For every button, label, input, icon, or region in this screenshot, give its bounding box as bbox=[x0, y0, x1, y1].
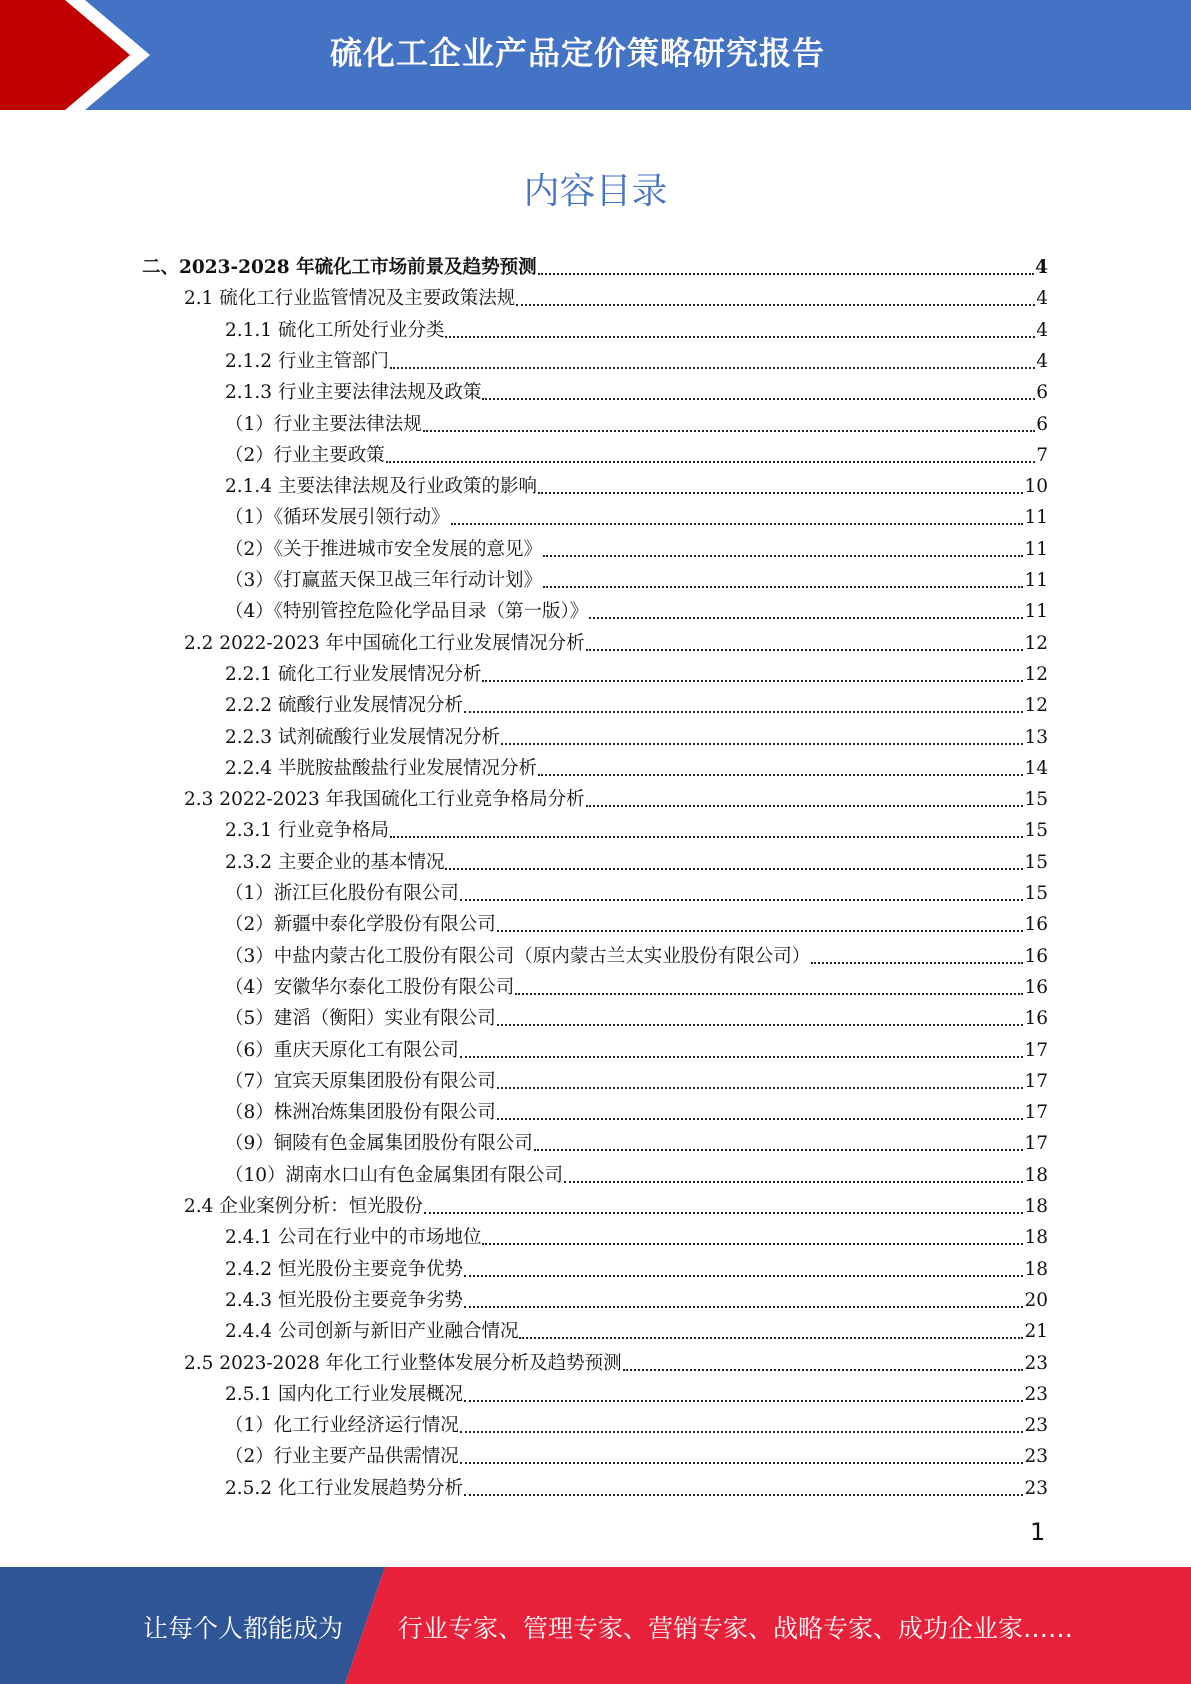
toc-entry-page: 21 bbox=[1024, 1321, 1048, 1343]
toc-entry[interactable] bbox=[225, 880, 1048, 908]
toc-entry-page: 15 bbox=[1024, 820, 1048, 842]
toc-dot-leader bbox=[460, 899, 1024, 901]
toc-entry-page: 12 bbox=[1024, 695, 1048, 717]
toc-entry[interactable] bbox=[225, 1443, 1048, 1471]
toc-dot-leader bbox=[423, 430, 1035, 432]
toc-entry-label: 2.1.3 行业主要法律法规及政策 bbox=[225, 382, 482, 404]
toc-entry-label: （2）《关于推进城市安全发展的意见》 bbox=[225, 538, 543, 560]
toc-entry-page: 23 bbox=[1024, 1352, 1048, 1374]
toc-entry-page: 18 bbox=[1024, 1196, 1048, 1217]
toc-dot-leader bbox=[811, 962, 1023, 964]
toc-entry[interactable] bbox=[225, 1037, 1048, 1065]
toc-dot-leader bbox=[460, 1431, 1024, 1433]
toc-dot-leader bbox=[482, 1243, 1023, 1245]
toc-entry-label: （1）《循环发展引领行动》 bbox=[225, 507, 450, 529]
toc-entry-label: （7）宜宾天原集团股份有限公司 bbox=[225, 1070, 496, 1092]
toc-dot-leader bbox=[586, 805, 1024, 807]
toc-dot-leader bbox=[445, 336, 1035, 338]
toc-entry-page: 23 bbox=[1024, 1415, 1048, 1437]
toc-entry[interactable] bbox=[225, 379, 1048, 407]
toc-entry-page: 12 bbox=[1024, 663, 1048, 685]
toc-entry-label: 2.1.1 硫化工所处行业分类 bbox=[225, 319, 445, 341]
toc-dot-leader bbox=[445, 868, 1023, 870]
toc-entry[interactable] bbox=[184, 1350, 1048, 1378]
toc-entry[interactable] bbox=[225, 1412, 1048, 1440]
toc-entry[interactable] bbox=[225, 943, 1048, 971]
toc-entry-page: 18 bbox=[1024, 1258, 1048, 1280]
toc-entry[interactable] bbox=[225, 473, 1048, 501]
toc-entry[interactable] bbox=[225, 1318, 1048, 1346]
toc-entry-label: （1）浙江巨化股份有限公司 bbox=[225, 883, 459, 904]
toc-dot-leader bbox=[538, 273, 1035, 275]
footer-banner bbox=[0, 1567, 1191, 1684]
toc-entry-page: 17 bbox=[1024, 1070, 1048, 1092]
toc-entry-label: （2）行业主要产品供需情况 bbox=[225, 1446, 459, 1468]
toc-entry-page: 11 bbox=[1024, 507, 1048, 529]
toc-entry-label: （3）中盐内蒙古化工股份有限公司（原内蒙古兰太实业股份有限公司） bbox=[225, 945, 811, 967]
toc-entry-page: 11 bbox=[1024, 601, 1048, 623]
toc-entry[interactable] bbox=[184, 630, 1048, 658]
toc-entry-page: 4 bbox=[1036, 350, 1048, 372]
toc-entry-page: 7 bbox=[1036, 444, 1048, 466]
toc-entry-label: 2.1.2 行业主管部门 bbox=[225, 350, 389, 372]
toc-dot-leader bbox=[386, 461, 1035, 463]
toc-dot-leader bbox=[482, 398, 1035, 400]
toc-dot-leader bbox=[390, 836, 1023, 838]
toc-entry[interactable] bbox=[225, 849, 1048, 877]
toc-entry[interactable] bbox=[184, 786, 1048, 814]
toc-entry-label: （3）《打赢蓝天保卫战三年行动计划》 bbox=[225, 570, 543, 591]
toc-entry-page: 11 bbox=[1024, 570, 1048, 591]
toc-dot-leader bbox=[538, 492, 1023, 494]
toc-dot-leader bbox=[464, 1306, 1023, 1308]
toc-entry-label: 2.5.2 化工行业发展趋势分析 bbox=[225, 1477, 463, 1499]
page-number: 1 bbox=[1030, 1518, 1046, 1546]
toc-heading: 内容目录 bbox=[523, 171, 668, 212]
toc-entry-page: 11 bbox=[1024, 538, 1048, 560]
toc-entry-label: 2.3 2022-2023 年我国硫化工行业竞争格局分析 bbox=[184, 789, 585, 811]
toc-entry-label: 2.3.1 行业竞争格局 bbox=[225, 820, 389, 842]
toc-entry[interactable] bbox=[225, 1256, 1048, 1284]
toc-entry[interactable] bbox=[142, 254, 1048, 282]
toc-entry-label: （4）安徽华尔泰化工股份有限公司 bbox=[225, 976, 515, 998]
toc-entry-page: 20 bbox=[1024, 1289, 1048, 1311]
toc-entry[interactable] bbox=[184, 285, 1048, 313]
toc-entry[interactable] bbox=[225, 1224, 1048, 1252]
toc-entry-label: （2）行业主要政策 bbox=[225, 444, 385, 466]
toc-entry-label: （2）新疆中泰化学股份有限公司 bbox=[225, 914, 496, 936]
toc-entry-page: 6 bbox=[1036, 382, 1048, 404]
toc-entry-page: 12 bbox=[1024, 632, 1048, 654]
toc-entry-page: 18 bbox=[1024, 1164, 1048, 1186]
toc-dot-leader bbox=[464, 1494, 1023, 1496]
toc-entry-page: 17 bbox=[1024, 1133, 1048, 1155]
toc-entry-page: 15 bbox=[1024, 851, 1048, 873]
toc-entry-page: 16 bbox=[1024, 976, 1048, 998]
toc-dot-leader bbox=[516, 304, 1035, 306]
toc-entry-label: 2.3.2 主要企业的基本情况 bbox=[225, 851, 445, 873]
toc-entry[interactable] bbox=[225, 598, 1048, 626]
toc-entry-page: 15 bbox=[1024, 883, 1048, 904]
toc-entry-label: 2.2.1 硫化工行业发展情况分析 bbox=[225, 663, 482, 685]
toc-entry[interactable] bbox=[225, 1287, 1048, 1315]
toc-entry-label: 2.5 2023-2028 年化工行业整体发展分析及趋势预测 bbox=[184, 1352, 622, 1374]
toc-dot-leader bbox=[482, 680, 1023, 682]
toc-dot-leader bbox=[497, 1087, 1024, 1089]
toc-dot-leader bbox=[543, 555, 1023, 557]
toc-entry[interactable] bbox=[225, 567, 1048, 595]
toc-dot-leader bbox=[543, 586, 1023, 588]
toc-dot-leader bbox=[519, 1337, 1023, 1339]
toc-entry-label: （6）重庆天原化工有限公司 bbox=[225, 1039, 459, 1061]
toc-dot-leader bbox=[538, 774, 1023, 776]
toc-entry[interactable] bbox=[225, 911, 1048, 939]
toc-entry[interactable] bbox=[225, 504, 1048, 532]
toc-dot-leader bbox=[515, 993, 1023, 995]
toc-dot-leader bbox=[497, 930, 1024, 932]
toc-dot-leader bbox=[460, 1462, 1024, 1464]
toc-entry-label: 2.2.3 试剂硫酸行业发展情况分析 bbox=[225, 726, 500, 748]
toc-entry-label: 2.1 硫化工行业监管情况及主要政策法规 bbox=[184, 288, 516, 310]
toc-entry-label: 2.4.4 公司创新与新旧产业融合情况 bbox=[225, 1321, 519, 1343]
toc-dot-leader bbox=[464, 1275, 1023, 1277]
toc-entry-page: 16 bbox=[1024, 914, 1048, 936]
toc-entry-page: 4 bbox=[1035, 257, 1048, 278]
toc-entry-label: 2.5.1 国内化工行业发展概况 bbox=[225, 1383, 463, 1405]
toc-entry-page: 6 bbox=[1036, 413, 1048, 435]
report-title: 硫化工企业产品定价策略研究报告 bbox=[330, 34, 826, 72]
footer-slogan-right: 行业专家、管理专家、营销专家、战略专家、成功企业家…… bbox=[398, 1614, 1074, 1643]
toc-dot-leader bbox=[497, 1024, 1024, 1026]
toc-entry-page: 14 bbox=[1024, 757, 1048, 779]
toc-entry[interactable] bbox=[225, 536, 1048, 564]
toc-entry[interactable] bbox=[225, 1130, 1048, 1158]
toc-entry-label: 2.4.2 恒光股份主要竞争优势 bbox=[225, 1258, 463, 1280]
toc-entry-label: 2.2 2022-2023 年中国硫化工行业发展情况分析 bbox=[184, 632, 585, 654]
toc-entry[interactable] bbox=[225, 1162, 1048, 1190]
toc-entry-page: 17 bbox=[1024, 1102, 1048, 1124]
toc-dot-leader bbox=[501, 743, 1023, 745]
toc-dot-leader bbox=[460, 1056, 1024, 1058]
toc-entry[interactable] bbox=[184, 1193, 1048, 1221]
toc-entry[interactable] bbox=[225, 974, 1048, 1002]
toc-dot-leader bbox=[451, 523, 1024, 525]
toc-entry-page: 4 bbox=[1036, 319, 1048, 341]
toc-dot-leader bbox=[589, 617, 1023, 619]
toc-entry[interactable] bbox=[225, 317, 1048, 345]
toc-entry-page: 23 bbox=[1024, 1383, 1048, 1405]
toc-entry-page: 17 bbox=[1024, 1039, 1048, 1061]
toc-entry-label: 2.4.3 恒光股份主要竞争劣势 bbox=[225, 1289, 463, 1311]
toc-dot-leader bbox=[390, 367, 1035, 369]
footer-slogan-left: 让每个人都能成为 bbox=[143, 1614, 344, 1643]
toc-entry[interactable] bbox=[225, 1068, 1048, 1096]
toc-entry[interactable] bbox=[225, 1381, 1048, 1409]
toc-dot-leader bbox=[564, 1181, 1023, 1183]
report-header-bar bbox=[0, 0, 1191, 110]
toc-dot-leader bbox=[497, 1118, 1024, 1120]
toc-dot-leader bbox=[464, 1400, 1023, 1402]
toc-entry-label: 2.2.4 半胱胺盐酸盐行业发展情况分析 bbox=[225, 757, 537, 779]
toc-entry[interactable] bbox=[225, 1099, 1048, 1127]
toc-entry-label: 2.4 企业案例分析：恒光股份 bbox=[184, 1196, 423, 1217]
toc-dot-leader bbox=[586, 649, 1024, 651]
toc-entry-page: 23 bbox=[1024, 1446, 1048, 1468]
toc-entry-page: 15 bbox=[1024, 789, 1048, 811]
toc-dot-leader bbox=[534, 1149, 1024, 1151]
toc-entry-label: （8）株洲冶炼集团股份有限公司 bbox=[225, 1102, 496, 1124]
toc-entry[interactable] bbox=[225, 1475, 1048, 1503]
toc-entry[interactable] bbox=[225, 692, 1048, 720]
toc-entry-page: 18 bbox=[1024, 1227, 1048, 1249]
toc-entry-page: 23 bbox=[1024, 1477, 1048, 1499]
toc-entry-label: （4）《特别管控危险化学品目录（第一版）》 bbox=[225, 601, 589, 623]
toc-entry-page: 16 bbox=[1024, 945, 1048, 967]
toc-entry-label: （1）行业主要法律法规 bbox=[225, 413, 422, 435]
toc-entry-label: （1）化工行业经济运行情况 bbox=[225, 1415, 459, 1437]
toc-entry[interactable] bbox=[225, 817, 1048, 845]
toc-dot-leader bbox=[424, 1212, 1024, 1214]
toc-entry[interactable] bbox=[225, 724, 1048, 752]
toc-entry-page: 10 bbox=[1024, 476, 1048, 498]
toc-entry[interactable] bbox=[225, 1005, 1048, 1033]
toc-entry-label: （5）建滔（衡阳）实业有限公司 bbox=[225, 1008, 496, 1030]
toc-entry-label: 2.2.2 硫酸行业发展情况分析 bbox=[225, 695, 463, 717]
toc-entry-label: （10）湖南水口山有色金属集团有限公司 bbox=[225, 1164, 564, 1186]
toc-dot-leader bbox=[623, 1369, 1024, 1371]
toc-entry[interactable] bbox=[225, 661, 1048, 689]
toc-entry-label: 2.1.4 主要法律法规及行业政策的影响 bbox=[225, 476, 537, 498]
toc-entry-page: 4 bbox=[1036, 288, 1048, 310]
toc-entry-label: 二、2023-2028 年硫化工市场前景及趋势预测 bbox=[142, 257, 537, 278]
toc-entry[interactable] bbox=[225, 411, 1048, 439]
toc-entry-label: 2.4.1 公司在行业中的市场地位 bbox=[225, 1227, 482, 1249]
header-chevron-icon bbox=[0, 0, 170, 110]
toc-entry[interactable] bbox=[225, 348, 1048, 376]
toc-entry-page: 13 bbox=[1024, 726, 1048, 748]
toc-entry-label: （9）铜陵有色金属集团股份有限公司 bbox=[225, 1133, 533, 1155]
toc-entry-page: 16 bbox=[1024, 1008, 1048, 1030]
toc-dot-leader bbox=[464, 711, 1023, 713]
toc-entry[interactable] bbox=[225, 755, 1048, 783]
toc-entry[interactable] bbox=[225, 442, 1048, 470]
